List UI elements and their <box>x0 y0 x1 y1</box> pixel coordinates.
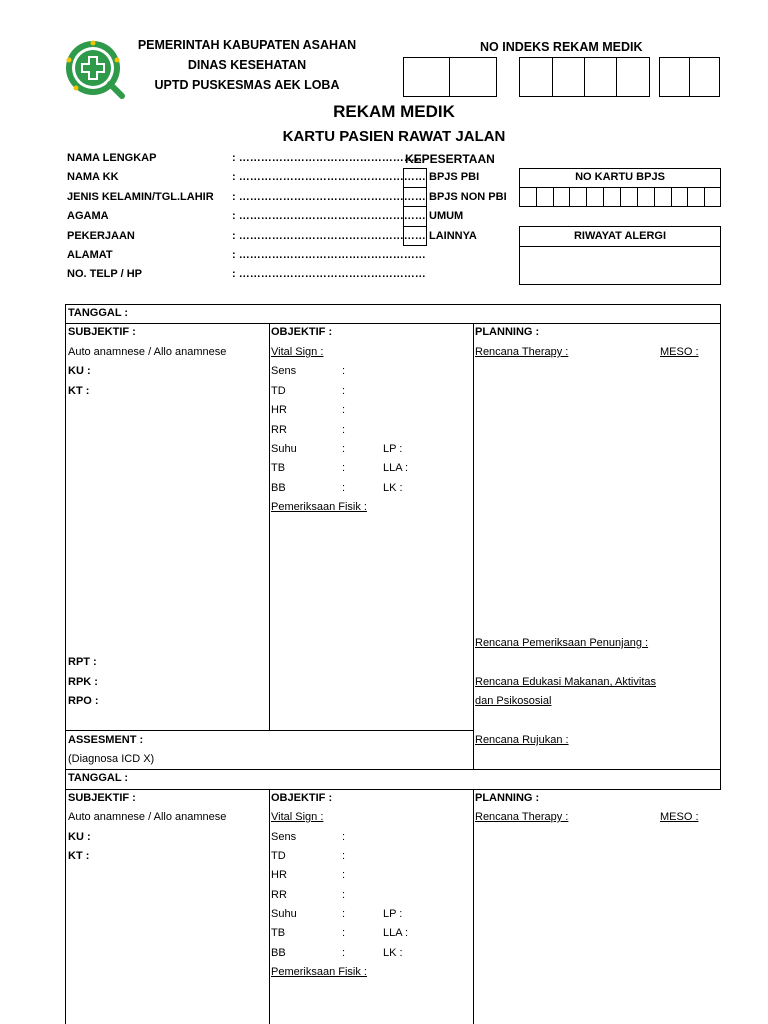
visit1-meso: MESO : <box>660 346 699 358</box>
visit1-vital-name: HR <box>271 404 287 416</box>
field-label-agama: AGAMA <box>67 210 109 222</box>
visit2-meso: MESO : <box>660 811 699 823</box>
visit1-planning: PLANNING : <box>475 326 540 338</box>
visit1-vital-name: RR <box>271 424 287 436</box>
visit1-pemeriksaan-fisik: Pemeriksaan Fisik : <box>271 501 367 513</box>
visit1-rpo: RPO : <box>68 695 99 707</box>
index-box-8[interactable] <box>689 57 720 97</box>
visit1-vital-name: TB <box>271 462 286 474</box>
visit1-objektif: OBJEKTIF : <box>271 326 333 338</box>
table-right-border <box>720 304 721 790</box>
index-box-6[interactable] <box>616 57 650 97</box>
visit2-vital-colon: : <box>342 869 346 881</box>
visit1-vital-extra: LLA : <box>383 462 409 474</box>
checkbox-umum[interactable] <box>403 206 427 227</box>
field-value-nama-kk[interactable]: : …………………………………………… <box>232 171 426 183</box>
checkbox-bpjs-non-pbi[interactable] <box>403 187 427 207</box>
field-label-nama-kk: NAMA KK <box>67 171 119 183</box>
allergy-title: RIWAYAT ALERGI <box>573 230 667 242</box>
visit2-vital-colon: : <box>342 947 346 959</box>
visit1-vital-colon: : <box>342 462 346 474</box>
bpjs-card-title: NO KARTU BPJS <box>575 171 665 183</box>
visit2-vital-sign: Vital Sign : <box>271 811 324 823</box>
visit2-subjektif: SUBJEKTIF : <box>68 792 136 804</box>
visit1-vital-extra: LP : <box>383 443 403 455</box>
page-title: REKAM MEDIK <box>333 102 455 121</box>
option-umum: UMUM <box>429 210 464 222</box>
field-label-telp: NO. TELP / HP <box>67 268 142 280</box>
visit1-rpt: RPT : <box>68 656 97 668</box>
visit1-rencana-rujukan: Rencana Rujukan : <box>475 734 569 746</box>
index-box-5[interactable] <box>584 57 617 97</box>
field-value-telp[interactable]: : …………………………………………… <box>232 268 426 280</box>
visit1-vital-name: BB <box>271 482 286 494</box>
visit2-rencana-therapy: Rencana Therapy : <box>475 811 569 823</box>
visit2-vital-extra: LK : <box>383 947 403 959</box>
visit2-vital-name: HR <box>271 869 287 881</box>
visit2-vital-name: RR <box>271 889 287 901</box>
visit2-pemeriksaan-fisik: Pemeriksaan Fisik : <box>271 966 367 978</box>
field-label-pekerjaan: PEKERJAAN <box>67 230 135 242</box>
visit2-objektif: OBJEKTIF : <box>271 792 333 804</box>
page-subtitle: KARTU PASIEN RAWAT JALAN <box>282 128 506 145</box>
visit1-rencana-edukasi-2: dan Psikososial <box>475 695 552 707</box>
visit2-vital-colon: : <box>342 889 346 901</box>
visit1-vital-colon: : <box>342 385 346 397</box>
visit1-vital-name: Suhu <box>271 443 297 455</box>
field-value-pekerjaan[interactable]: : …………………………………………… <box>232 230 426 242</box>
allergy-field[interactable] <box>519 246 721 285</box>
option-lainnya: LAINNYA <box>429 230 477 242</box>
membership-title: KEPESERTAAN <box>405 152 495 166</box>
visit1-vital-colon: : <box>342 424 346 436</box>
field-label-nama-lengkap: NAMA LENGKAP <box>67 152 157 164</box>
visit2-vital-name: Sens <box>271 831 297 843</box>
field-value-alamat[interactable]: : …………………………………………… <box>232 249 426 261</box>
header-puskesmas: UPTD PUSKESMAS AEK LOBA <box>154 78 340 92</box>
visit1-vital-extra: LK : <box>383 482 403 494</box>
header-government: PEMERINTAH KABUPATEN ASAHAN <box>137 38 357 52</box>
table-left-border <box>65 304 66 1024</box>
visit1-subjektif: SUBJEKTIF : <box>68 326 136 338</box>
header-department: DINAS KESEHATAN <box>187 58 307 72</box>
visit1-vital-colon: : <box>342 443 346 455</box>
visit2-vital-colon: : <box>342 927 346 939</box>
field-value-nama-lengkap[interactable]: : …………………………………………… <box>232 152 426 164</box>
visit1-vital-colon: : <box>342 365 346 377</box>
index-box-1[interactable] <box>403 57 450 97</box>
visit1-vital-colon: : <box>342 404 346 416</box>
visit1-rencana-edukasi: Rencana Edukasi Makanan, Aktivitas <box>475 676 656 688</box>
visit2-vital-extra: LP : <box>383 908 403 920</box>
field-value-agama[interactable]: : …………………………………………… <box>232 210 426 222</box>
option-bpjs-pbi: BPJS PBI <box>429 171 480 183</box>
visit1-vital-colon: : <box>342 482 346 494</box>
index-box-3[interactable] <box>519 57 553 97</box>
option-bpjs-non-pbi: BPJS NON PBI <box>429 191 507 203</box>
checkbox-bpjs-pbi[interactable] <box>403 168 427 188</box>
visit1-vital-name: Sens <box>271 365 297 377</box>
index-title: NO INDEKS REKAM MEDIK <box>480 40 643 54</box>
visit2-vital-name: Suhu <box>271 908 297 920</box>
field-label-jenis-kelamin: JENIS KELAMIN/TGL.LAHIR <box>67 191 214 203</box>
field-value-jenis-kelamin[interactable]: : …………………………………………… <box>232 191 426 203</box>
visit2-kt: KT : <box>68 850 90 862</box>
visit1-diagnosa: (Diagnosa ICD X) <box>68 753 155 765</box>
visit2-vital-name: BB <box>271 947 286 959</box>
visit2-anamnese: Auto anamnese / Allo anamnese <box>68 811 227 823</box>
visit1-vital-sign: Vital Sign : <box>271 346 324 358</box>
visit2-vital-colon: : <box>342 908 346 920</box>
visit1-assesment: ASSESMENT : <box>68 734 144 746</box>
visit2-vital-extra: LLA : <box>383 927 409 939</box>
visit1-anamnese: Auto anamnese / Allo anamnese <box>68 346 227 358</box>
visit1-kt: KT : <box>68 385 90 397</box>
visit2-vital-name: TD <box>271 850 286 862</box>
visit1-vital-name: TD <box>271 385 286 397</box>
visit2-vital-name: TB <box>271 927 286 939</box>
visit1-tanggal[interactable]: TANGGAL : <box>68 307 129 319</box>
visit1-rencana-penunjang: Rencana Pemeriksaan Penunjang : <box>475 637 649 649</box>
visit2-ku: KU : <box>68 831 91 843</box>
checkbox-lainnya[interactable] <box>403 226 427 246</box>
visit2-vital-colon: : <box>342 850 346 862</box>
visit1-rencana-therapy: Rencana Therapy : <box>475 346 569 358</box>
visit1-ku: KU : <box>68 365 91 377</box>
visit1-rpk: RPK : <box>68 676 98 688</box>
field-label-alamat: ALAMAT <box>67 249 113 261</box>
visit2-vital-colon: : <box>342 831 346 843</box>
visit2-tanggal[interactable]: TANGGAL : <box>68 772 129 784</box>
index-box-4[interactable] <box>552 57 585 97</box>
visit2-planning: PLANNING : <box>475 792 540 804</box>
index-box-2[interactable] <box>449 57 497 97</box>
index-box-7[interactable] <box>659 57 690 97</box>
